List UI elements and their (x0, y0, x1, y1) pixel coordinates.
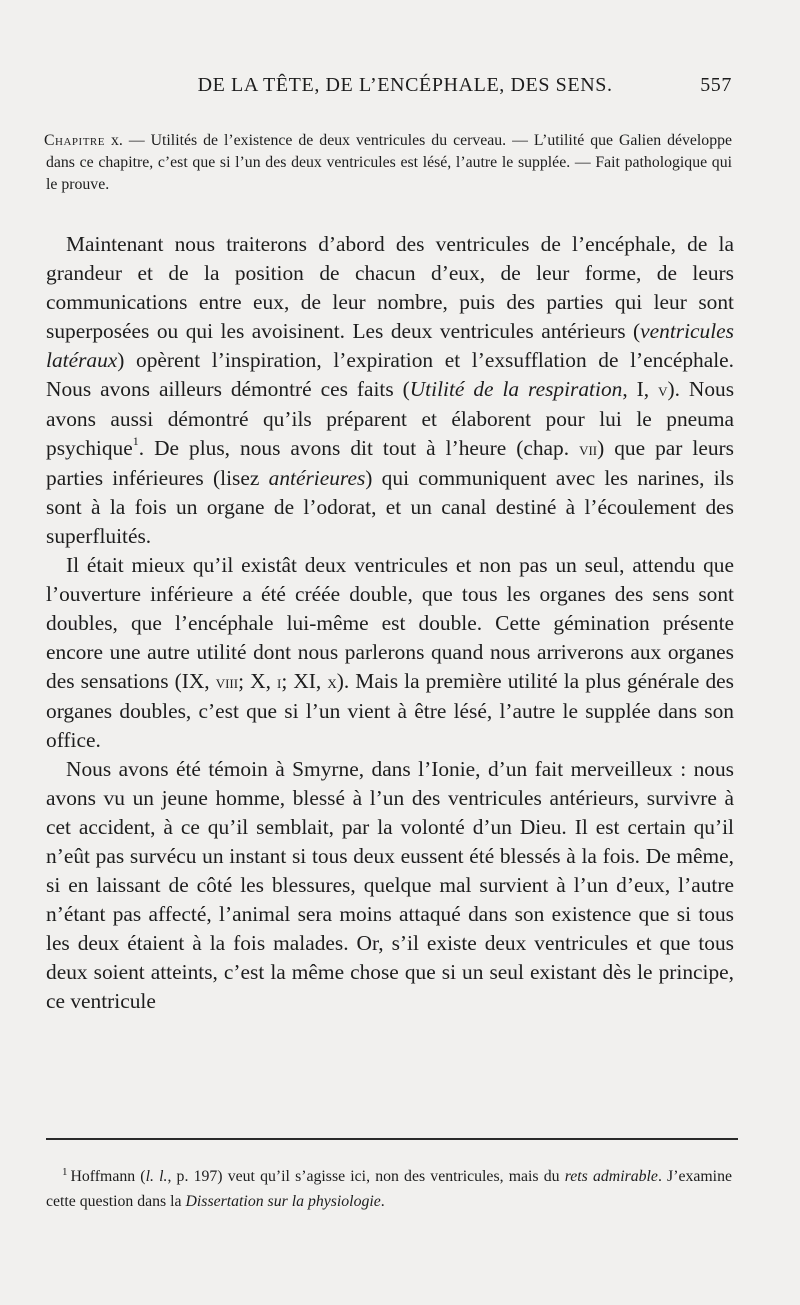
p1-text-a: Maintenant nous traiterons d’abord des ventricules de l’encéphale, de la grandeur et de la position de chacun d’eux, de leur forme, de leurs communications entre eux, de leur nombre, puis des parties qui leur sont superposées ou qui les avoisinent. Les deux ventricules antérieurs ( (46, 232, 734, 343)
p2-roman-x: x (327, 672, 337, 692)
summary-text: — Utilités de l’existence de deux ventricules du cerveau. — L’utilité que Galien développe dans ce chapitre, c’est que si l’un des deux ventricules est lésé, l’autre le supplée. — Fait pathologique qui le prouve. (46, 132, 733, 193)
p2-text-a: Il était mieux qu’il existât deux ventricules et non pas un seul, attendu que l’ouverture inférieure a été créée double, que tous les organes des sens sont doubles, que l’encéphale lui-même est double. Cette gémination présente encore une autre utilité dont nous parlerons quand nous arriverons aux organes des sensations (IX, (46, 553, 734, 693)
p2-roman-i: i (277, 672, 282, 692)
p1-italic-anterieures: antérieures (268, 466, 366, 490)
paragraph-2 (46, 551, 734, 755)
p1-text-k: ) que par leurs parties inférieures (lisez (46, 436, 734, 490)
fn-italic-ll: l. l. (145, 1168, 168, 1185)
p1-roman-vii: vii (579, 439, 598, 459)
p2-text-g: ). Mais la première utilité la plus générale des organes doubles, c’est que si l’un vient à être lésé, l’autre le supplée dans son office. (46, 669, 734, 752)
p1-text-i: . De plus, nous avons dit tout à l’heure (chap. (138, 436, 580, 460)
footnote (46, 1160, 732, 1214)
footnote-ref: 1 (132, 434, 139, 448)
p1-text-e: , I, (622, 377, 659, 401)
fn-text-a: Hoffmann ( (70, 1168, 146, 1185)
fn-text-c: , p. 197) veut qu’il s’agisse ici, non des ventricules, mais du (167, 1168, 565, 1185)
p1-text-c: ) opèrent l’inspiration, l’expiration et l’exsufflation de l’encéphale. Nous avons ailleurs démontré ces faits ( (46, 348, 734, 401)
body-text (46, 230, 734, 1016)
chapter-number: x. (110, 132, 123, 149)
fn-italic-rets: rets admirable (564, 1168, 658, 1185)
p2-text-c: ; X, (238, 669, 277, 693)
chapter-summary-text (46, 130, 732, 196)
fn-text-e: . J’examine cette question dans la (46, 1168, 732, 1210)
fn-italic-dissertation: Dissertation sur la physiologie (185, 1193, 381, 1210)
running-title: DE LA TÊTE, DE L’ENCÉPHALE, DES SENS. (197, 74, 613, 96)
footnote-rule (46, 1138, 738, 1140)
p1-italic-utilite: Utilité de la respiration (409, 377, 623, 401)
paragraph-1 (46, 230, 734, 551)
paragraph-3: Nous avons été témoin à Smyrne, dans l’Ionie, d’un fait merveilleux : nous avons vu un jeune homme, blessé à l’un des ventricules antérieurs, survivre à cet accident, à ce qu’il semblait, par la volonté d’un Dieu. Il est certain qu’il n’eût pas survécu un instant si tous deux eussent été blessés à la fois. De même, si en laissant de côté les blessures, quelque mal survient à l’un d’eux, l’autre n’étant pas affecté, l’animal sera moins attaqué dans son existence que si tous les deux étaient à la fois malades. Or, s’il existe deux ventricules et que tous deux soient atteints, c’est la même chose que si un seul existant dès le principe, ce ventricule (46, 757, 734, 1013)
p1-text-m: ) qui communiquent avec les narines, ils sont à la fois un organe de l’odorat, et un canal destiné à l’écoulement des superfluités. (46, 466, 734, 548)
fn-text-g: . (380, 1193, 385, 1210)
p1-italic-ventricules: ventricules latéraux (46, 319, 734, 372)
chapter-summary (46, 130, 732, 196)
p2-roman-viii: viii (215, 672, 239, 692)
p1-roman-v: v (658, 380, 668, 400)
p1-text-g: ). Nous avons aussi démontré qu’ils préparent et élaborent pour lui le pneuma psychique (46, 377, 735, 460)
p2-text-e: ; XI, (281, 669, 328, 693)
footnote-text (46, 1160, 732, 1214)
footnote-mark: 1 (62, 1166, 68, 1178)
chapter-label: Chapitre (44, 132, 105, 149)
running-head (60, 74, 732, 106)
page-number: 557 (700, 74, 732, 96)
